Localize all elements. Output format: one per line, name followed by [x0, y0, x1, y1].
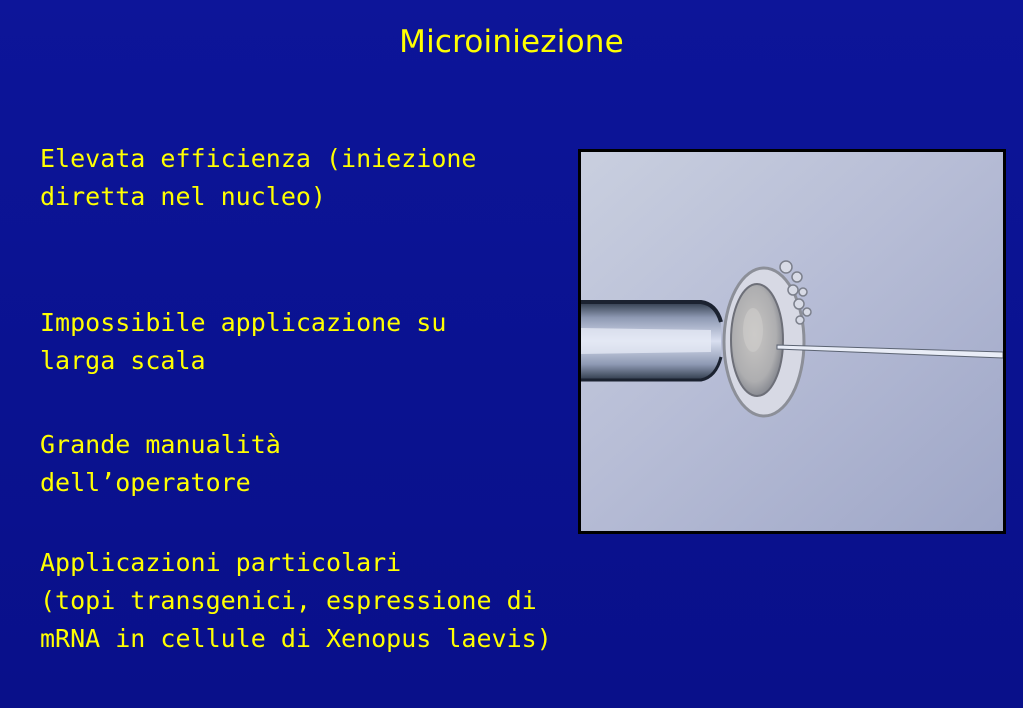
bullet-line: larga scala [40, 346, 206, 375]
bullet-line: Applicazioni particolari [40, 548, 402, 577]
bullet-line: diretta nel nucleo) [40, 182, 326, 211]
bullet-line: dell’operatore [40, 468, 251, 497]
microinjection-photo [578, 149, 1006, 534]
microinjection-illustration [581, 152, 1003, 531]
bullet-line: (topi transgenici, espressione di [40, 586, 537, 615]
bullet-line: Grande manualità [40, 430, 281, 459]
holding-pipette [581, 302, 721, 380]
bullet-scale [40, 304, 446, 380]
bullet-efficiency [40, 140, 477, 216]
bullet-line: Elevata efficienza (iniezione [40, 144, 477, 173]
bullet-line: Impossibile applicazione su [40, 308, 447, 337]
slide-title: Microiniezione [399, 24, 624, 60]
bullet-manual-skill [40, 426, 281, 502]
bullet-line: mRNA in cellule di Xenopus laevis) [40, 624, 552, 653]
bullet-applications [40, 544, 552, 658]
